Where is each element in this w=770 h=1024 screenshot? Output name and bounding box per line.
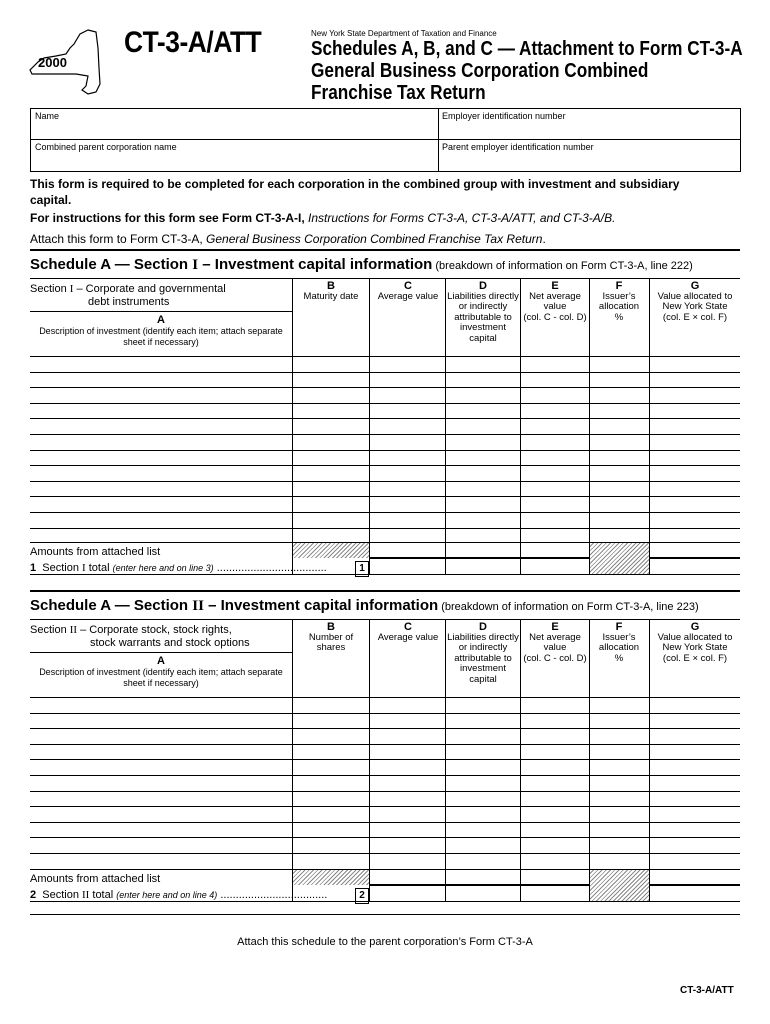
section-2-amounts-label: Amounts from attached list bbox=[30, 873, 161, 885]
section-1-col-divider bbox=[649, 278, 650, 575]
section-2-label-roman: II bbox=[69, 624, 78, 636]
section-1-col-c-header bbox=[371, 281, 445, 302]
section-1-heading-sub: (breakdown of information on Form CT-3-A, line 222) bbox=[432, 260, 693, 272]
instructions-note bbox=[30, 211, 615, 225]
col-f-letter: F bbox=[615, 621, 623, 633]
col-b-letter: B bbox=[327, 621, 335, 633]
section-2-shaded-cell-f bbox=[590, 870, 649, 901]
col-g-text: Value allocated to New York State bbox=[657, 631, 733, 653]
section-1-col-f-header bbox=[590, 281, 648, 323]
section-1-top-rule bbox=[30, 249, 740, 251]
section-1-entry-row[interactable] bbox=[30, 450, 740, 451]
col-e-text: Net average value bbox=[529, 290, 581, 312]
col-a-text: Description of investment (identify each item; attach separate sheet if necessary) bbox=[39, 667, 283, 688]
section-1-total-bottom-rule bbox=[30, 574, 740, 575]
section-2-total-label bbox=[30, 889, 327, 901]
col-f-note: % bbox=[614, 311, 624, 323]
parent-ein-field[interactable]: Parent employer identification number bbox=[442, 142, 594, 152]
section-1-entry-row[interactable] bbox=[30, 496, 740, 497]
section-1-label bbox=[30, 283, 226, 309]
section-1-total-roman: I bbox=[82, 562, 86, 574]
section-1-entry-row[interactable] bbox=[30, 465, 740, 466]
section-1-entry-row[interactable] bbox=[30, 481, 740, 482]
section-1-total-dots: .................................... bbox=[213, 562, 327, 574]
section-2-entry-row[interactable] bbox=[30, 728, 740, 729]
section-1-col-divider bbox=[292, 278, 293, 575]
section-1-label-post: – Corporate and governmental bbox=[73, 283, 226, 295]
section-2-entry-row[interactable] bbox=[30, 822, 740, 823]
col-d-letter: D bbox=[479, 621, 487, 633]
col-f-text: Issuer’s allocation bbox=[598, 290, 640, 312]
section-2-col-g-header bbox=[650, 622, 740, 664]
col-g-letter: G bbox=[690, 621, 700, 633]
section-1-label-line2: debt instruments bbox=[88, 296, 170, 308]
section-2-col-divider bbox=[292, 619, 293, 902]
col-e-text: Net average value bbox=[529, 631, 581, 653]
section-1-total-num: 1 bbox=[30, 562, 37, 574]
section-2-col-e-header bbox=[521, 622, 589, 664]
section-1-col-e-header bbox=[521, 281, 589, 323]
section-2-col-f-header bbox=[590, 622, 648, 664]
col-f-text: Issuer’s allocation bbox=[598, 631, 640, 653]
col-g-note: (col. E × col. F) bbox=[662, 311, 728, 323]
col-a-text: Description of investment (identify each item; attach separate sheet if necessary) bbox=[39, 326, 283, 347]
section-1-col-divider bbox=[589, 278, 590, 575]
section-1-col-b-header bbox=[294, 281, 368, 302]
section-2-col-divider bbox=[369, 619, 370, 902]
section-2-entry-row[interactable] bbox=[30, 759, 740, 760]
section-2-label-pre: Section bbox=[30, 624, 70, 636]
section-1-total-pre: Section bbox=[42, 562, 82, 574]
section-2-total-italic: (enter here and on line 4) bbox=[116, 890, 218, 900]
section-2-total-dots: ................................... bbox=[217, 889, 328, 901]
section-1-total-italic: (enter here and on line 3) bbox=[112, 563, 214, 573]
section-1-heading-pre: Schedule A — Section bbox=[30, 256, 193, 273]
section-1-line-box: 1 bbox=[355, 561, 369, 577]
section-2-total-post: total bbox=[89, 889, 117, 901]
footer-attach-note: Attach this schedule to the parent corporation’s Form CT-3-A bbox=[237, 936, 533, 948]
department-name: New York State Department of Taxation and Finance bbox=[311, 29, 497, 38]
section-2-line-box: 2 bbox=[355, 888, 369, 904]
attach-end: . bbox=[542, 232, 546, 246]
form-title-line-3: Franchise Tax Return bbox=[311, 82, 486, 104]
section-1-amounts-label: Amounts from attached list bbox=[30, 546, 161, 558]
section-2-entry-row[interactable] bbox=[30, 853, 740, 854]
section-2-entry-row[interactable] bbox=[30, 744, 740, 745]
section-2-label-post: – Corporate stock, stock rights, bbox=[77, 624, 232, 636]
col-b-text: Number of shares bbox=[308, 631, 354, 653]
section-2-col-divider bbox=[589, 619, 590, 902]
section-2-total-row[interactable] bbox=[369, 884, 740, 886]
col-b-letter: B bbox=[327, 280, 335, 292]
section-2-total-roman: II bbox=[82, 889, 90, 901]
col-f-note: % bbox=[614, 652, 624, 664]
section-1-roman: I bbox=[192, 257, 199, 273]
section-1-col-a-rule bbox=[30, 311, 292, 312]
section-1-entry-row[interactable] bbox=[30, 387, 740, 388]
section-1-entry-row[interactable] bbox=[30, 512, 740, 513]
section-2-col-b-header bbox=[294, 622, 368, 654]
col-c-text: Average value bbox=[377, 631, 439, 643]
form-title-line-1: Schedules A, B, and C — Attachment to Form CT-3-A bbox=[311, 38, 743, 60]
section-2-shaded-cell-b bbox=[293, 870, 369, 885]
col-d-text: Liabilities directly or indirectly attributable to investment capital bbox=[447, 631, 519, 685]
section-1-entry-row[interactable] bbox=[30, 403, 740, 404]
section-2-col-c-header bbox=[371, 622, 445, 643]
col-c-letter: C bbox=[404, 621, 412, 633]
section-1-col-divider bbox=[520, 278, 521, 575]
section-1-col-divider bbox=[445, 278, 446, 575]
col-a-letter: A bbox=[157, 655, 165, 667]
col-g-letter: G bbox=[690, 280, 700, 292]
instructions-title: Instructions for Forms CT-3-A, CT-3-A/ATT, and CT-3-A/B. bbox=[304, 211, 616, 225]
section-2-label bbox=[30, 624, 250, 650]
col-e-note: (col. C - col. D) bbox=[523, 311, 587, 323]
section-2-total-bottom-rule bbox=[30, 901, 740, 902]
required-notice: This form is required to be completed for each corporation in the combined group with investment and subsidiary capital. bbox=[30, 177, 680, 207]
section-1-col-d-header bbox=[447, 281, 519, 344]
section-1-header-rule bbox=[30, 278, 740, 279]
section-2-col-divider bbox=[649, 619, 650, 902]
tax-year: 2000 bbox=[38, 55, 67, 70]
section-1-col-divider bbox=[369, 278, 370, 575]
section-2-header-rule bbox=[30, 619, 740, 620]
col-f-letter: F bbox=[615, 280, 623, 292]
section-1-label-pre: Section bbox=[30, 283, 70, 295]
section-2-total-num: 2 bbox=[30, 889, 37, 901]
section-2-entry-row[interactable] bbox=[30, 713, 740, 714]
section-2-entry-row[interactable] bbox=[30, 697, 740, 698]
attach-title: General Business Corporation Combined Franchise Tax Return bbox=[206, 232, 543, 246]
col-a-letter: A bbox=[157, 314, 165, 326]
ein-field[interactable]: Employer identification number bbox=[442, 111, 566, 121]
col-g-text: Value allocated to New York State bbox=[657, 290, 733, 312]
col-d-letter: D bbox=[479, 280, 487, 292]
section-2-entry-row[interactable] bbox=[30, 775, 740, 776]
section-1-col-g-header bbox=[650, 281, 740, 323]
form-title bbox=[311, 38, 743, 104]
identification-column-divider bbox=[438, 109, 439, 171]
identification-box bbox=[30, 108, 741, 172]
col-c-letter: C bbox=[404, 280, 412, 292]
col-g-note: (col. E × col. F) bbox=[662, 652, 728, 664]
form-code: CT-3-A/ATT bbox=[124, 26, 262, 59]
instructions-lead: For instructions for this form see Form CT-3-A-I, bbox=[30, 211, 305, 225]
section-2-heading-post: – Investment capital information bbox=[203, 597, 439, 614]
col-d-text: Liabilities directly or indirectly attributable to investment capital bbox=[447, 290, 519, 344]
section-2-entry-row[interactable] bbox=[30, 791, 740, 792]
section-2-total-pre: Section bbox=[42, 889, 82, 901]
attach-lead: Attach this form to Form CT-3-A, bbox=[30, 232, 207, 246]
col-c-text: Average value bbox=[377, 290, 439, 302]
section-1-shaded-cell-b bbox=[293, 543, 369, 558]
section-2-col-divider bbox=[445, 619, 446, 902]
col-e-letter: E bbox=[551, 621, 559, 633]
section-1-total-row[interactable] bbox=[369, 557, 740, 559]
section-1-total-label bbox=[30, 562, 327, 574]
section-2-heading bbox=[30, 597, 699, 615]
section-2-bottom-rule bbox=[30, 914, 740, 915]
section-1-label-roman: I bbox=[69, 283, 74, 295]
section-1-entry-row[interactable] bbox=[30, 356, 740, 357]
section-1-total-post: total bbox=[85, 562, 113, 574]
section-1-col-a-header bbox=[30, 315, 292, 348]
footer-form-code: CT-3-A/ATT bbox=[680, 985, 734, 996]
section-2-entry-row[interactable] bbox=[30, 837, 740, 838]
section-2-col-a-header bbox=[30, 656, 292, 689]
section-1-entry-row[interactable] bbox=[30, 418, 740, 419]
col-e-letter: E bbox=[551, 280, 559, 292]
name-field[interactable]: Name bbox=[35, 111, 60, 121]
section-2-heading-sub: (breakdown of information on Form CT-3-A, line 223) bbox=[438, 601, 699, 613]
section-2-heading-pre: Schedule A — Section bbox=[30, 597, 193, 614]
section-1-heading bbox=[30, 256, 693, 274]
col-e-note: (col. C - col. D) bbox=[523, 652, 587, 664]
parent-name-field[interactable]: Combined parent corporation name bbox=[35, 142, 177, 152]
section-1-entry-row[interactable] bbox=[30, 434, 740, 435]
section-2-entry-row[interactable] bbox=[30, 806, 740, 807]
section-2-col-d-header bbox=[447, 622, 519, 685]
section-1-heading-post: – Investment capital information bbox=[198, 256, 433, 273]
section-1-shaded-cell-f bbox=[590, 543, 649, 574]
section-2-col-a-rule bbox=[30, 652, 292, 653]
form-title-line-2: General Business Corporation Combined bbox=[311, 60, 649, 82]
attach-note bbox=[30, 232, 546, 246]
section-1-entry-row[interactable] bbox=[30, 372, 740, 373]
section-1-entry-row[interactable] bbox=[30, 528, 740, 529]
section-2-top-rule bbox=[30, 590, 740, 592]
section-2-label-line2: stock warrants and stock options bbox=[90, 637, 250, 649]
section-2-roman: II bbox=[192, 598, 204, 614]
section-2-col-divider bbox=[520, 619, 521, 902]
col-b-text: Maturity date bbox=[303, 290, 359, 302]
identification-row-divider bbox=[31, 109, 740, 140]
